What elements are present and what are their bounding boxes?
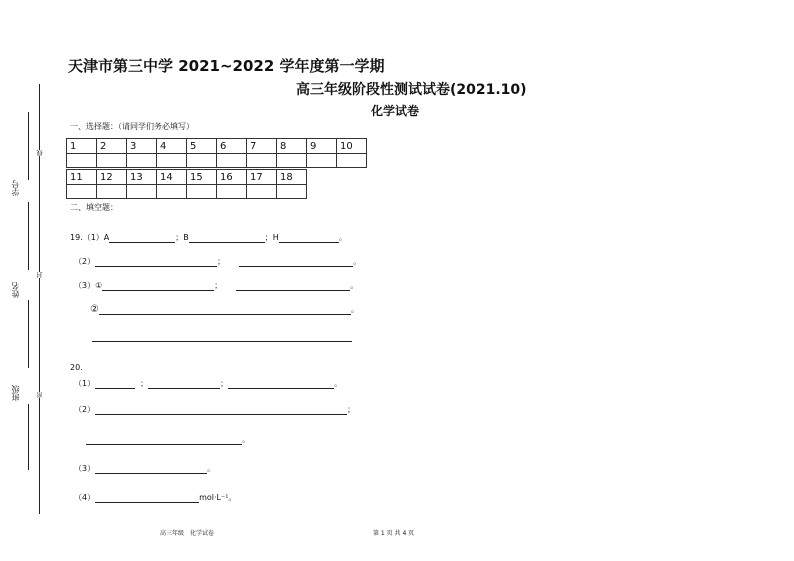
name-label: 姓名 [11,282,20,298]
grid-cell: 10 [337,139,367,154]
grid-cell: 1 [67,139,97,154]
q19-part3-2 [90,304,359,315]
answer-cell[interactable] [307,154,337,168]
blank-20-3[interactable] [95,465,207,474]
q19-b-label: ；B [175,233,189,242]
grid-cell: 17 [247,170,277,185]
period: 。 [207,464,216,473]
q19-p2-label: （2） [74,257,96,266]
blank-19-3c[interactable] [99,306,351,315]
student-id-label: 学号 [11,180,20,196]
q20-label: 20. [70,363,83,372]
answer-cell[interactable] [187,185,217,199]
q20-part2 [74,404,355,415]
q20-part3 [74,463,215,474]
grid-cell: 12 [97,170,127,185]
answer-cell[interactable] [127,154,157,168]
q19-p1-label: 19.（1）A [70,233,110,242]
q19-h-label: ；H [264,233,279,242]
answer-cell[interactable] [217,185,247,199]
blank-h[interactable] [279,234,339,243]
grid-cell: 5 [187,139,217,154]
answer-cell[interactable] [217,154,247,168]
blank-20-1b[interactable] [148,380,220,389]
period: 。 [334,379,343,388]
q20-part1 [74,378,342,389]
blank-19-2b[interactable] [239,258,353,267]
q20-p2-label: （2） [74,405,96,414]
period: 。 [350,281,359,290]
grid-cell: 11 [67,170,97,185]
unit-label: mol·L⁻¹。 [199,493,237,502]
answer-cell[interactable] [67,154,97,168]
semicolon: ； [220,379,229,388]
q20-part4 [74,492,236,503]
period: 。 [242,435,250,444]
answer-grid-2 [66,169,307,199]
answer-cell[interactable] [157,185,187,199]
seal-mark-seal: 封 [37,272,44,278]
semicolon: ； [217,257,226,266]
blank-20-1a[interactable] [95,380,135,389]
blank-19-2a[interactable] [95,258,217,267]
grid-cell: 3 [127,139,157,154]
grid-cell: 9 [307,139,337,154]
footer-left: 高三年级 化学试卷 [160,530,215,537]
grid-cell: 7 [247,139,277,154]
answer-cell[interactable] [247,185,277,199]
circled-two: ② [90,304,99,315]
period: 。 [338,233,347,242]
blank-19-3b[interactable] [236,282,350,291]
answer-cell[interactable] [277,154,307,168]
q19-part2 [74,256,361,267]
q19-p3-label: （3）① [74,281,103,290]
subject-title: 化学试卷 [371,104,420,118]
answer-cell[interactable] [187,154,217,168]
q20-p3-label: （3） [74,464,96,473]
grid-cell: 15 [187,170,217,185]
exam-title: 高三年级阶段性测试试卷(2021.10) [296,82,527,98]
blank-b[interactable] [189,234,265,243]
q20-part2-cont [86,434,250,445]
school-term-title: 天津市第三中学 2021~2022 学年度第一学期 [68,57,385,75]
section2-heading: 二、填空题： [70,203,118,212]
q19-part1 [70,232,347,243]
answer-cell[interactable] [97,154,127,168]
answer-cell[interactable] [277,185,307,199]
section1-heading: 一、选择题：（请同学们务必填写） [70,122,194,131]
grid-cell: 13 [127,170,157,185]
semicolon: ； [140,379,149,388]
grid-cell: 8 [277,139,307,154]
field-line-id [28,112,29,180]
answer-cell[interactable] [67,185,97,199]
field-line-name [28,300,29,368]
blank-19-3d[interactable] [92,341,352,342]
blank-19-3a[interactable] [102,282,214,291]
grid-cell: 16 [217,170,247,185]
blank-20-2a[interactable] [95,406,347,415]
semicolon: ； [214,281,223,290]
blank-a[interactable] [109,234,175,243]
grid-cell: 14 [157,170,187,185]
class-label: 班级 [11,385,20,401]
q19-part3 [74,280,358,291]
blank-20-4[interactable] [95,494,199,503]
footer-page: 第 1 页 共 4 页 [373,530,415,537]
answer-cell[interactable] [337,154,367,168]
grid-cell: 4 [157,139,187,154]
period: 。 [350,305,359,314]
semicolon: ； [347,405,356,414]
seal-mark-line: 线 [37,150,44,156]
q20-number [70,363,83,372]
answer-cell[interactable] [127,185,157,199]
q20-p1-label: （1） [74,379,96,388]
grid-cell: 6 [217,139,247,154]
binding-line [39,84,40,514]
blank-20-1c[interactable] [228,380,334,389]
answer-cell[interactable] [247,154,277,168]
field-line-class [28,404,29,470]
grid-cell: 2 [97,139,127,154]
blank-20-2b[interactable] [86,436,242,445]
answer-cell[interactable] [157,154,187,168]
field-line-id-2 [28,202,29,270]
seal-mark-close: 密 [37,392,44,398]
q20-p4-label: （4） [74,493,96,502]
answer-grid-1 [66,138,367,168]
period: 。 [353,257,362,266]
grid-cell: 18 [277,170,307,185]
answer-cell[interactable] [97,185,127,199]
